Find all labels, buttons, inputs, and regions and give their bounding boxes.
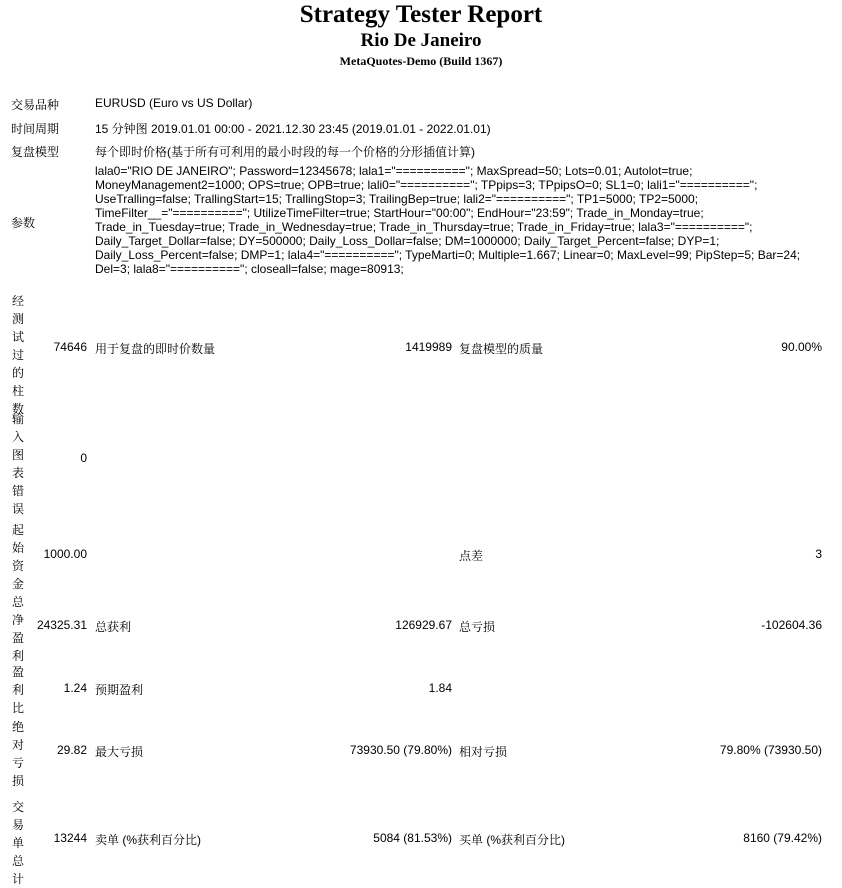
- label-char: 损: [11, 774, 24, 788]
- label-char: 交: [11, 800, 24, 814]
- label-char: 误: [11, 502, 24, 516]
- report-build: MetaQuotes-Demo (Build 1367): [339, 54, 503, 68]
- profit-factor-label: [11, 663, 25, 717]
- label-char: 资: [11, 559, 24, 573]
- label-char: 始: [11, 541, 24, 555]
- bars-value: 74646: [53, 340, 87, 354]
- label-char: 数: [11, 402, 24, 416]
- label-char: 起: [11, 523, 24, 537]
- label-char: 利: [11, 649, 24, 663]
- model-value: 每个即时价格(基于所有可利用的最小时段的每一个价格的分形插值计算): [95, 145, 475, 159]
- label-char: 单: [11, 836, 24, 850]
- params-value: lala0="RIO DE JANEIRO"; Password=12345678; lala1="=========="; MaxSpread=50; Lots=0.01; Autolot=true; MoneyManagement2=1000; OPS=true; OPB=true; lali0="=========="; TPpips=3; TPpipsO=0; SL1=0; lali1="=========="; UseTralling=false; TrallingStart=15; TrallingStop=3; TrailingBep=true; lali2="=========="; TP1=5000; TP2=5000; TimeFilter__="=========="; UtilizeTimeFilter=true; StartHour="00:00"; EndHour="23:59"; Trade_in_Monday=true; Trade_in_Tuesday=true; Trade_in_Wednesday=true; Trade_in_Thursday=true; Trade_in_Friday=true; lala3="=========="; Daily_Target_Dollar=false; DY=500000; Daily_Loss_Dollar=false; DM=1000000; Daily_Target_Percent=false; DYP=1; Daily_Loss_Percent=false; DMP=1; lala4="=========="; TypeMarti=0; Multiple=1.667; Linear=0; MaxLevel=99; PipStep=5; Bar=24; Del=3; lala8="=========="; closeall=false; mage=80913;: [95, 164, 801, 276]
- symbol-label: 交易品种: [11, 98, 60, 112]
- bars-label: [11, 292, 25, 418]
- max-drawdown-label: 最大亏损: [95, 745, 144, 759]
- deposit-label: [11, 521, 25, 593]
- report-subtitle: Rio De Janeiro: [360, 30, 482, 51]
- quality-value: 90.00%: [781, 340, 822, 354]
- label-char: 测: [11, 312, 24, 326]
- label-char: 易: [11, 818, 24, 832]
- label-char: 试: [11, 330, 24, 344]
- period-value: 15 分钟图 2019.01.01 00:00 - 2021.12.30 23:45 (2019.01.01 - 2022.01.01): [95, 122, 491, 136]
- label-char: 经: [11, 294, 24, 308]
- label-char: 对: [11, 738, 24, 752]
- label-char: 总: [11, 595, 24, 609]
- errors-label: [11, 410, 25, 518]
- errors-value: 0: [80, 451, 87, 465]
- deposit-value: 1000.00: [43, 547, 87, 561]
- label-char: 计: [11, 872, 24, 886]
- label-char: 错: [11, 484, 24, 498]
- label-char: 盈: [11, 631, 24, 645]
- label-char: 绝: [11, 720, 24, 734]
- total-trades-label: [11, 798, 25, 888]
- label-char: 表: [11, 466, 24, 480]
- label-char: 盈: [11, 665, 24, 679]
- gross-loss-value: -102604.36: [761, 618, 822, 632]
- total-trades-value: 13244: [53, 831, 87, 845]
- rel-drawdown-value: 79.80% (73930.50): [719, 743, 822, 757]
- label-char: 图: [11, 448, 24, 462]
- label-char: 总: [11, 854, 24, 868]
- net-profit-label: [11, 593, 25, 665]
- period-label: 时间周期: [11, 122, 60, 136]
- label-char: 柱: [11, 384, 24, 398]
- net-profit-value: 24325.31: [36, 618, 87, 632]
- short-positions-label: 卖单 (%获利百分比): [95, 833, 201, 847]
- profit-factor-value: 1.24: [63, 681, 87, 695]
- label-char: 过: [11, 348, 24, 362]
- gross-profit-label: 总获利: [95, 620, 132, 634]
- expected-payoff-label: 预期盈利: [95, 683, 144, 697]
- label-char: 入: [11, 430, 24, 444]
- long-positions-label: 买单 (%获利百分比): [459, 833, 565, 847]
- spread-label: 点差: [459, 549, 484, 563]
- long-positions-value: 8160 (79.42%): [743, 831, 822, 845]
- ticks-value: 1419989: [405, 340, 452, 354]
- symbol-value: EURUSD (Euro vs US Dollar): [95, 96, 253, 110]
- spread-value: 3: [815, 547, 822, 561]
- max-drawdown-value: 73930.50 (79.80%): [349, 743, 452, 757]
- short-positions-value: 5084 (81.53%): [373, 831, 452, 845]
- expected-payoff-value: 1.84: [428, 681, 452, 695]
- report-title: Strategy Tester Report: [299, 1, 543, 28]
- label-char: 净: [11, 613, 24, 627]
- model-label: 复盘模型: [11, 145, 60, 159]
- label-char: 金: [11, 577, 24, 591]
- quality-label: 复盘模型的质量: [459, 342, 544, 356]
- abs-drawdown-label: [11, 718, 25, 790]
- label-char: 利: [11, 683, 24, 697]
- abs-drawdown-value: 29.82: [56, 743, 87, 757]
- label-char: 输: [11, 412, 24, 426]
- params-label: 参数: [11, 216, 36, 230]
- label-char: 亏: [11, 756, 24, 770]
- ticks-label: 用于复盘的即时价数量: [95, 342, 216, 356]
- gross-profit-value: 126929.67: [395, 618, 452, 632]
- label-char: 的: [11, 366, 24, 380]
- label-char: 比: [11, 701, 24, 715]
- rel-drawdown-label: 相对亏损: [459, 745, 508, 759]
- gross-loss-label: 总亏损: [459, 620, 496, 634]
